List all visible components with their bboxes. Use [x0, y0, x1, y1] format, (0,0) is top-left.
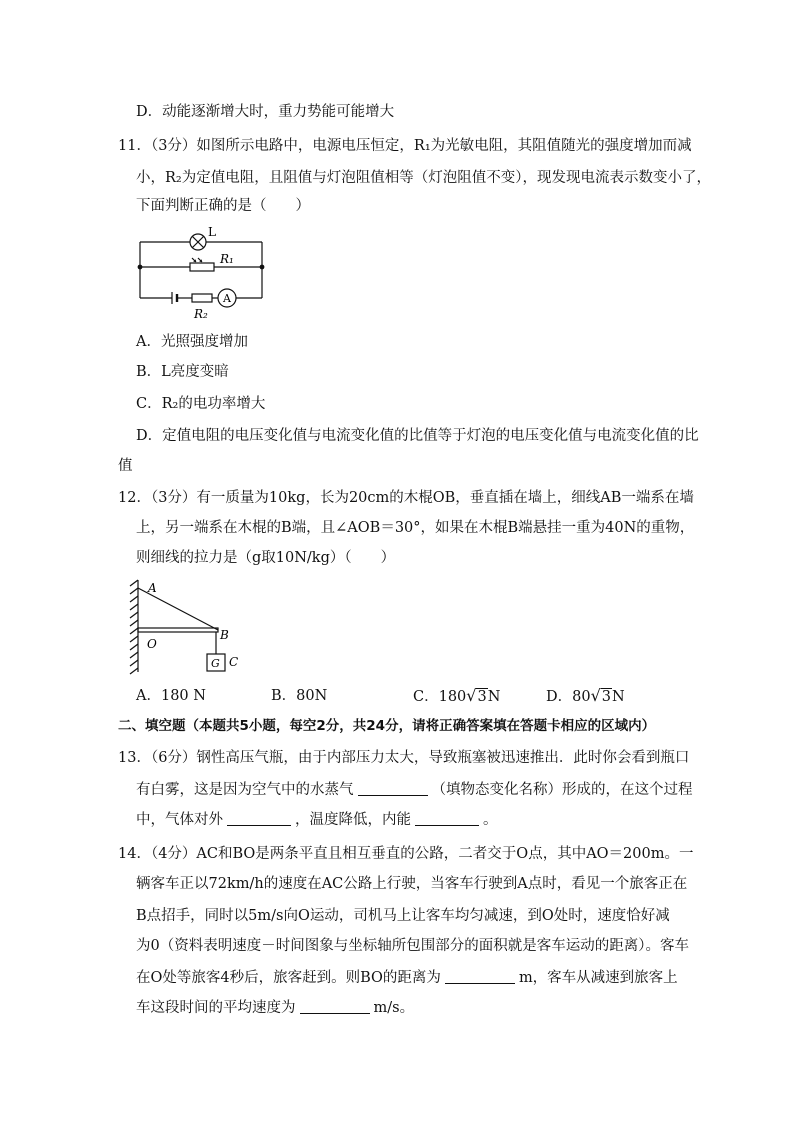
q14-stem-line2: 辆客车正以72km/h的速度在AC公路上行驶，当客车行驶到A点时，看见一个旅客正在	[136, 876, 688, 892]
q11-option-c: C．R₂的电功率增大	[136, 396, 266, 412]
q14-blank-1[interactable]	[445, 969, 515, 984]
lamp-label: L	[208, 225, 216, 239]
q12-option-a: A．180 N	[136, 688, 206, 704]
q12-option-b: B．80N	[271, 688, 328, 704]
q12-stem-line3: 则细线的拉力是（g取10N/kg）（ ）	[136, 550, 396, 566]
q13-blank-3[interactable]	[415, 811, 479, 826]
q11-stem-line3: 下面判断正确的是（ ）	[136, 198, 310, 214]
q11-option-a: A．光照强度增加	[136, 334, 248, 350]
q14-stem-line6: 车这段时间的平均速度为 m/s。	[136, 1000, 415, 1016]
q12-option-c: C．180√3N	[413, 686, 501, 705]
q12-rod-diagram	[126, 576, 246, 676]
point-o-label: O	[147, 637, 157, 651]
section-2-title: 二、填空题（本题共5小题，每空2分，共24分，请将正确答案填在答题卡相应的区域内）	[118, 718, 656, 734]
q12-stem-line1: 12．（3分）有一质量为10kg，长为20cm的木棍OB，垂直插在墙上，细线AB一端系在墙	[118, 490, 694, 506]
q14-stem-line1: 14．（4分）AC和BO是两条平直且相互垂直的公路，二者交于O点，其中AO＝200m。一	[118, 846, 694, 862]
point-a-label: A	[148, 581, 157, 595]
point-c-label: C	[229, 655, 239, 669]
point-b-label: B	[220, 628, 229, 642]
q12-option-d: D．80√3N	[546, 686, 625, 705]
q13-blank-1[interactable]	[358, 781, 428, 796]
q14-stem-line5: 在O处等旅客4秒后，旅客赶到。则BO的距离为 m，客车从减速到旅客上	[136, 970, 678, 986]
q11-option-b: B．L亮度变暗	[136, 364, 229, 380]
q11-option-d-line1: D．定值电阻的电压变化值与电流变化值的比值等于灯泡的电压变化值与电流变化值的比	[136, 428, 699, 444]
q10-option-d: D．动能逐渐增大时，重力势能可能增大	[136, 104, 395, 120]
q11-stem-line1: 11．（3分）如图所示电路中，电源电压恒定，R₁为光敏电阻，其阻值随光的强度增加而减	[118, 138, 692, 154]
r1-label: R₁	[220, 252, 234, 266]
q14-stem-line4: 为0（资料表明速度－时间图象与坐标轴所包围部分的面积就是客车运动的距离）。客车	[136, 938, 689, 954]
ammeter-label: A	[223, 292, 231, 305]
r2-label: R₂	[194, 307, 208, 321]
q13-stem-line3: 中，气体对外 ，温度降低，内能 。	[136, 812, 498, 828]
q11-circuit-diagram	[134, 222, 274, 322]
q11-option-d-line2: 值	[118, 458, 133, 474]
q14-stem-line3: B点招手，同时以5m/s向O运动，司机马上让客车均匀减速，到O处时，速度恰好减	[136, 908, 670, 924]
q13-stem-line1: 13．（6分）钢性高压气瓶，由于内部压力太大，导致瓶塞被迅速推出．此时你会看到瓶口	[118, 750, 690, 766]
q12-stem-line2: 上，另一端系在木棍的B端，且∠AOB＝30°，如果在木棍B端悬挂一重为40N的重物，	[136, 520, 695, 536]
q13-blank-2[interactable]	[227, 811, 291, 826]
q11-stem-line2: 小，R₂为定值电阻，且阻值与灯泡阻值相等（灯泡阻值不变），现发现电流表示数变小了，	[136, 170, 711, 186]
q13-stem-line2: 有白雾，这是因为空气中的水蒸气 （填物态变化名称）形成的，在这个过程	[136, 782, 693, 798]
q14-blank-2[interactable]	[300, 999, 370, 1014]
weight-g-label: G	[211, 657, 220, 670]
